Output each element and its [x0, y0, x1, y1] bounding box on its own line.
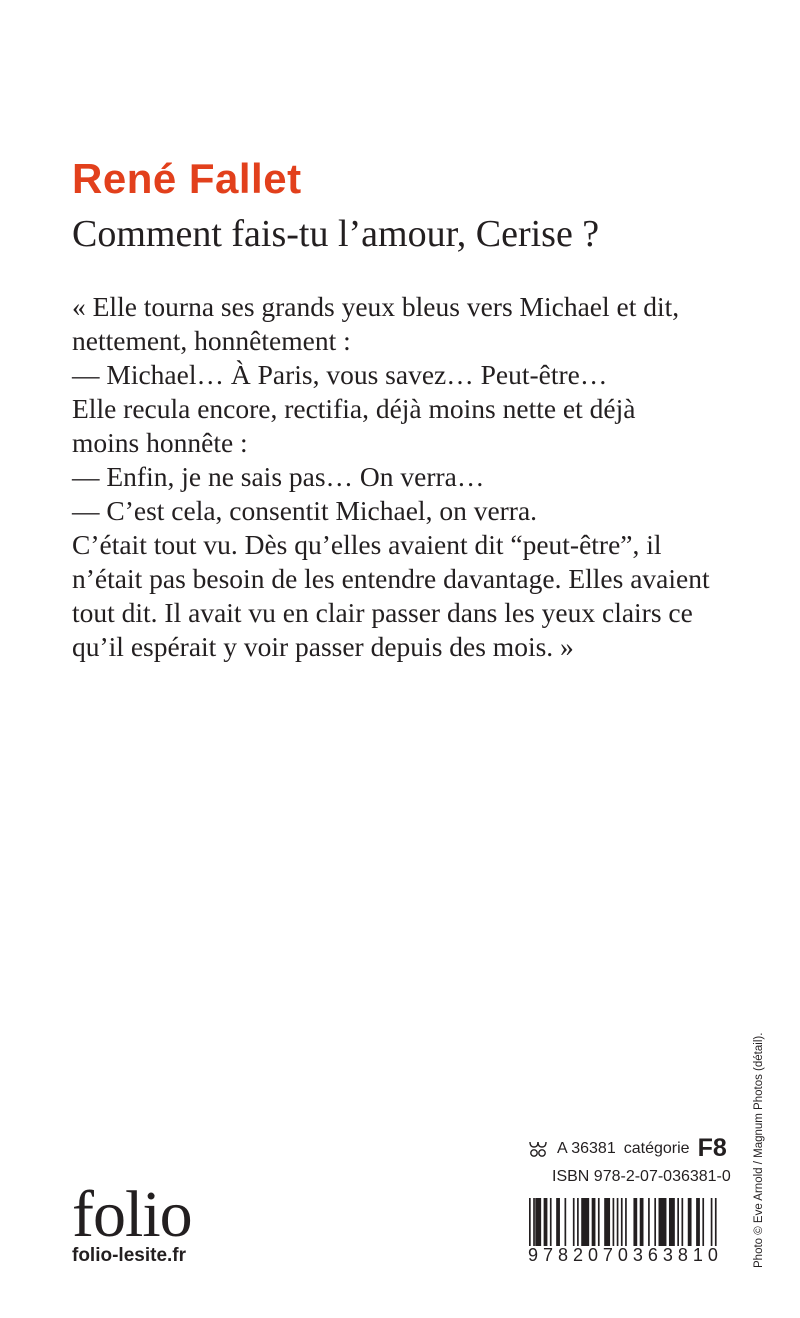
barcode-bar	[702, 1198, 704, 1246]
barcode-bar	[592, 1198, 596, 1246]
barcode-bar	[535, 1198, 541, 1246]
excerpt-line: — C’est cela, consentit Michael, on verra.	[72, 495, 538, 526]
barcode-bar	[581, 1198, 589, 1246]
barcode-bar	[577, 1198, 579, 1246]
gallimard-monogram-icon	[527, 1139, 549, 1159]
excerpt-line: tout dit. Il avait vu en clair passer dans les yeux clairs ce	[72, 597, 693, 628]
barcode-digit: 0	[707, 1245, 718, 1265]
barcode-bar	[711, 1198, 713, 1246]
catalog-number: A 36381	[557, 1139, 616, 1157]
barcode-bar	[621, 1198, 623, 1246]
barcode-bar	[654, 1198, 656, 1246]
excerpt-line: qu’il espérait y voir passer depuis des mois. »	[72, 631, 574, 662]
barcode-bar	[625, 1198, 627, 1246]
barcode-digit: 6	[647, 1245, 658, 1265]
barcode-digit: 2	[572, 1245, 583, 1265]
excerpt-line: — Enfin, je ne sais pas… On verra…	[72, 461, 485, 492]
excerpt-line: n’était pas besoin de les entendre davantage. Elles avaient	[72, 563, 710, 594]
barcode-bar	[617, 1198, 619, 1246]
excerpt-line: moins honnête :	[72, 427, 248, 458]
barcode-digit: 3	[662, 1245, 673, 1265]
barcode-bar	[669, 1198, 675, 1246]
barcode-bar	[604, 1198, 610, 1246]
barcode-digit: 8	[557, 1245, 568, 1265]
barcode-bar	[550, 1198, 552, 1246]
folio-logo: folio	[72, 1178, 192, 1251]
barcode-bar	[677, 1198, 679, 1246]
author-name: René Fallet	[72, 155, 302, 202]
barcode-digit: 0	[587, 1245, 598, 1265]
publisher-website: folio-lesite.fr	[72, 1245, 187, 1266]
barcode-digits	[528, 1246, 718, 1264]
barcode-bar	[598, 1198, 600, 1246]
excerpt-line: « Elle tourna ses grands yeux bleus vers Michael et dit,	[72, 291, 680, 322]
barcode-bar	[648, 1198, 650, 1246]
book-title: Comment fais-tu l’amour, Cerise ?	[72, 213, 600, 255]
excerpt-line: nettement, honnêtement :	[72, 325, 351, 356]
barcode-bar	[556, 1198, 560, 1246]
barcode-bar	[659, 1198, 667, 1246]
barcode-digit: 7	[542, 1245, 553, 1265]
barcode-digit: 8	[677, 1245, 688, 1265]
barcode-digit: 1	[692, 1245, 703, 1265]
category-code: F8	[697, 1134, 727, 1162]
barcode	[528, 1198, 718, 1246]
photo-credit: Photo © Eve Arnold / Magnum Photos (détail).	[753, 1032, 765, 1268]
barcode-bar	[696, 1198, 700, 1246]
barcode-bar	[529, 1198, 531, 1246]
category-label: catégorie	[623, 1139, 690, 1157]
barcode-digit: 3	[632, 1245, 643, 1265]
barcode-bar	[688, 1198, 692, 1246]
barcode-digit: 7	[602, 1245, 613, 1265]
isbn-number: ISBN 978-2-07-036381-0	[552, 1168, 731, 1185]
barcode-bar	[544, 1198, 548, 1246]
excerpt-line: C’était tout vu. Dès qu’elles avaient dit “peut-être”, il	[72, 529, 662, 560]
catalog-line	[527, 1134, 727, 1163]
barcode-bar	[573, 1198, 575, 1246]
barcode-digit: 0	[617, 1245, 628, 1265]
back-cover-excerpt	[72, 290, 732, 664]
barcode-bar	[633, 1198, 637, 1246]
barcode-bar	[640, 1198, 644, 1246]
barcode-bar	[613, 1198, 615, 1246]
barcode-bar	[715, 1198, 717, 1246]
barcode-bar	[681, 1198, 683, 1246]
barcode-bar	[533, 1198, 535, 1246]
excerpt-line: Elle recula encore, rectifia, déjà moins nette et déjà	[72, 393, 636, 424]
excerpt-line: — Michael… À Paris, vous savez… Peut-être…	[72, 359, 608, 390]
barcode-digit: 9	[528, 1245, 539, 1265]
barcode-bar	[565, 1198, 567, 1246]
